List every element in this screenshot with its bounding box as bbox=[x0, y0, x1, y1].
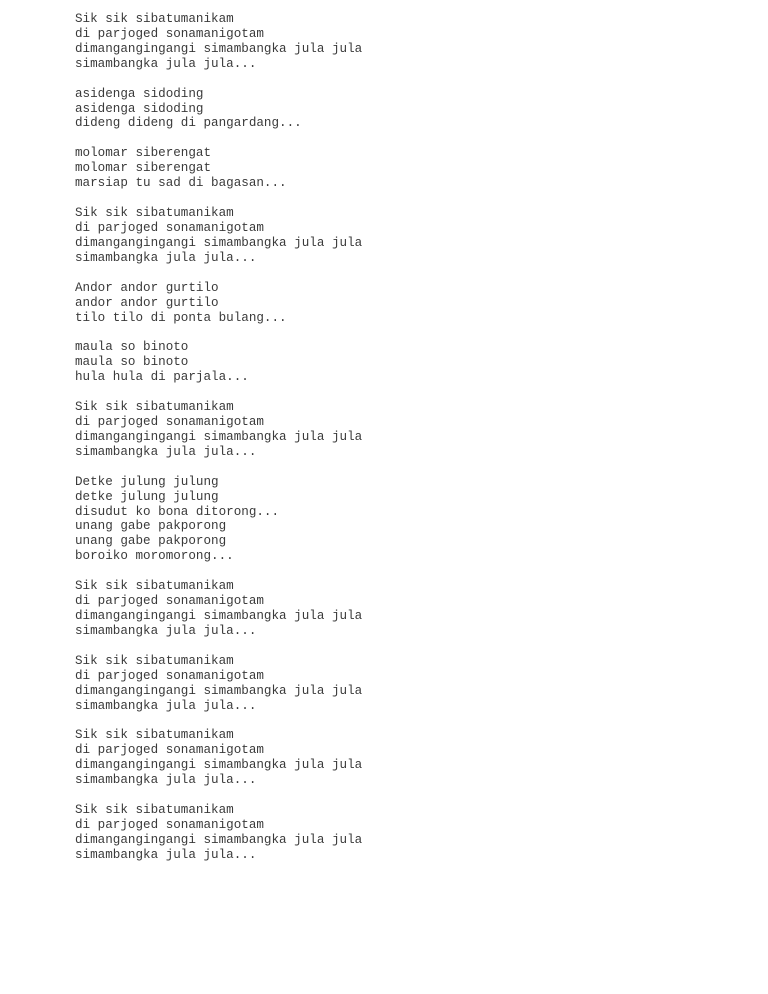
lyric-line: Sik sik sibatumanikam bbox=[75, 653, 234, 668]
stanza bbox=[75, 12, 735, 72]
lyric-line: asidenga sidoding bbox=[75, 101, 204, 116]
lyrics-document bbox=[75, 12, 735, 878]
lyric-line: Sik sik sibatumanikam bbox=[75, 728, 234, 743]
lyric-line: dimangangingangi simambangka jula jula bbox=[75, 235, 363, 250]
stanza bbox=[75, 281, 735, 326]
lyric-line: unang gabe pakporong bbox=[75, 519, 227, 534]
lyric-line: detke julung julung bbox=[75, 489, 219, 504]
lyric-line: simambangka jula jula... bbox=[75, 773, 257, 788]
lyric-line: disudut ko bona ditorong... bbox=[75, 504, 280, 519]
lyric-line: dimangangingangi simambangka jula jula bbox=[75, 41, 363, 56]
lyric-line: di parjoged sonamanigotam bbox=[75, 594, 264, 609]
lyric-line: andor andor gurtilo bbox=[75, 295, 219, 310]
lyric-line: simambangka jula jula... bbox=[75, 847, 257, 862]
lyric-line: simambangka jula jula... bbox=[75, 444, 257, 459]
stanza bbox=[75, 803, 735, 863]
lyric-line: maula so binoto bbox=[75, 340, 189, 355]
lyric-line: asidenga sidoding bbox=[75, 86, 204, 101]
lyric-line: di parjoged sonamanigotam bbox=[75, 817, 264, 832]
lyric-line: di parjoged sonamanigotam bbox=[75, 26, 264, 41]
lyric-line: di parjoged sonamanigotam bbox=[75, 220, 264, 235]
lyric-line: simambangka jula jula... bbox=[75, 623, 257, 638]
lyric-line: dimangangingangi simambangka jula jula bbox=[75, 683, 363, 698]
lyric-line: dimangangingangi simambangka jula jula bbox=[75, 758, 363, 773]
lyric-line: molomar siberengat bbox=[75, 146, 212, 161]
lyric-line: simambangka jula jula... bbox=[75, 250, 257, 265]
stanza bbox=[75, 579, 735, 639]
lyric-line: Sik sik sibatumanikam bbox=[75, 12, 234, 26]
lyric-line: Sik sik sibatumanikam bbox=[75, 579, 234, 594]
lyric-line: maula so binoto bbox=[75, 355, 189, 370]
lyric-line: di parjoged sonamanigotam bbox=[75, 743, 264, 758]
lyric-line: Sik sik sibatumanikam bbox=[75, 206, 234, 221]
lyric-line: dimangangingangi simambangka jula jula bbox=[75, 429, 363, 444]
lyric-line: dideng dideng di pangardang... bbox=[75, 116, 302, 131]
lyric-line: Sik sik sibatumanikam bbox=[75, 400, 234, 415]
stanza bbox=[75, 728, 735, 788]
lyric-line: simambangka jula jula... bbox=[75, 698, 257, 713]
stanza bbox=[75, 475, 735, 564]
lyric-line: di parjoged sonamanigotam bbox=[75, 415, 264, 430]
stanza bbox=[75, 206, 735, 266]
lyric-line: Detke julung julung bbox=[75, 474, 219, 489]
lyric-line: Andor andor gurtilo bbox=[75, 280, 219, 295]
lyric-line: dimangangingangi simambangka jula jula bbox=[75, 832, 363, 847]
lyric-line: simambangka jula jula... bbox=[75, 56, 257, 71]
stanza bbox=[75, 87, 735, 132]
lyric-line: Sik sik sibatumanikam bbox=[75, 803, 234, 818]
lyric-line: unang gabe pakporong bbox=[75, 534, 227, 549]
lyric-line: dimangangingangi simambangka jula jula bbox=[75, 609, 363, 623]
stanza bbox=[75, 146, 735, 191]
stanza bbox=[75, 400, 735, 460]
lyric-line: molomar siberengat bbox=[75, 161, 212, 176]
lyric-line: marsiap tu sad di bagasan... bbox=[75, 176, 287, 191]
lyric-line: di parjoged sonamanigotam bbox=[75, 668, 264, 683]
lyric-line: tilo tilo di ponta bulang... bbox=[75, 310, 287, 325]
lyric-line: hula hula di parjala... bbox=[75, 370, 249, 385]
stanza bbox=[75, 340, 735, 385]
stanza bbox=[75, 654, 735, 714]
lyric-line: boroiko moromorong... bbox=[75, 549, 234, 564]
